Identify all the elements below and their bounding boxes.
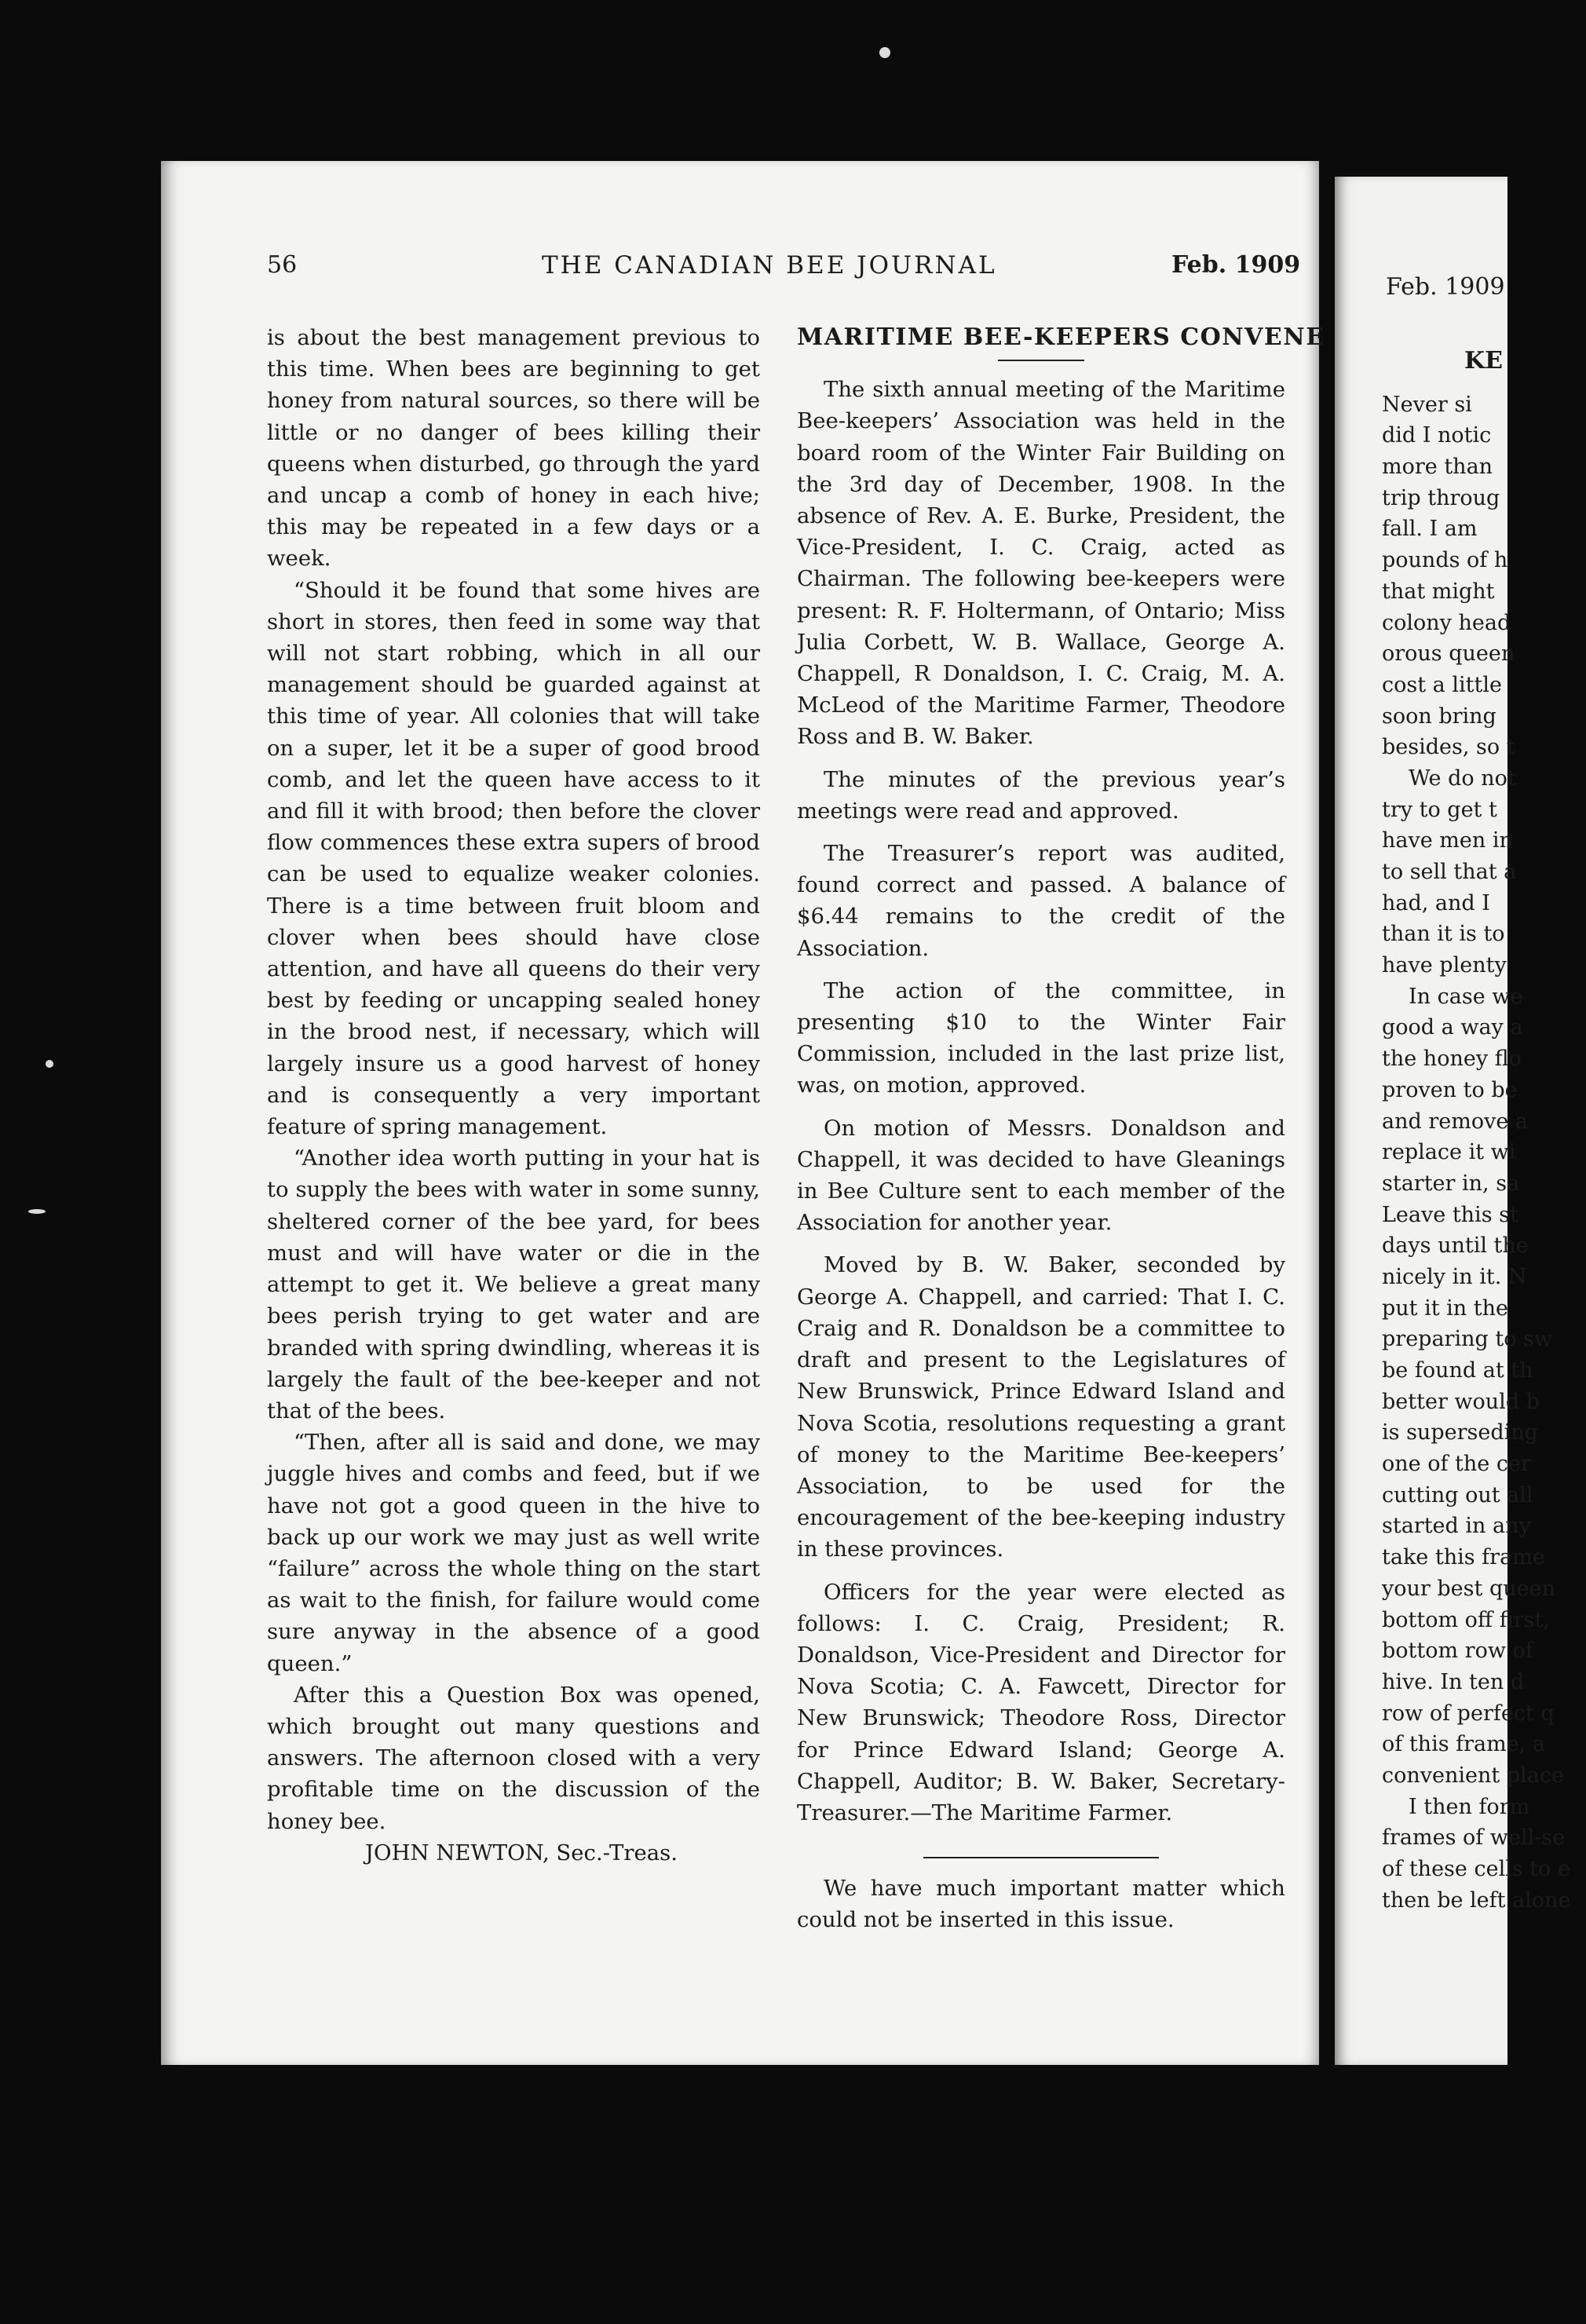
fragment-line: orous queen (1382, 641, 1515, 667)
section-rule (923, 1857, 1159, 1858)
signature: JOHN NEWTON, Sec.-Treas. (365, 1840, 678, 1865)
paragraph: The action of the committee, in presenting $10 to the Winter Fair Commission, included in the last prize list, was, on motion, approved. (797, 977, 1285, 1098)
fragment-line: try to get t (1382, 797, 1497, 822)
fragment-line: have men in (1382, 828, 1513, 853)
fragment-line: is superseding (1382, 1420, 1538, 1445)
right-page-date: Feb. 1909 (1386, 273, 1505, 301)
fragment-line: bottom off first, (1382, 1607, 1550, 1632)
fragment-line: good a way a (1382, 1015, 1523, 1040)
fragment-line: your best queen (1382, 1576, 1555, 1601)
paragraph: After this a Question Box was opened, which brought out many questions and answers. The afternoon closed with a very profitable time on the discussion of the honey bee. (267, 1682, 760, 1834)
fragment-line: take this frame (1382, 1545, 1545, 1570)
fragment-line: pounds of h (1382, 548, 1508, 573)
fragment-line: soon bring (1382, 703, 1496, 729)
fragment-line: hive. In ten d (1382, 1669, 1525, 1694)
paragraph: “Should it be found that some hives are short in stores, then feed in some way that will not start robbing, which in all our management should be guarded against at this time of year. All colonies that will take on a super, let it be a super of good brood comb, and let the queen have access to it and fill it with brood; then before the clover flow commences these extra supers of brood can be used to equalize weaker colonies. There is a time between fruit bloom and clover when bees should have close attention, and have all queens do their very best by feeding or uncapping sealed honey in the brood nest, if necessary, which will largely insure us a good harvest of honey and is consequently a very important feature of spring management. (267, 577, 760, 1140)
scan-speck (879, 47, 890, 58)
fragment-line: had, and I (1382, 890, 1490, 915)
heading-rule (998, 360, 1084, 361)
fragment-line: days until the (1382, 1233, 1529, 1259)
paragraph: The Treasurer’s report was audited, found correct and passed. A balance of $6.44 remains to the credit of the Association. (797, 841, 1285, 961)
fragment-line: We do not (1409, 766, 1516, 791)
fragment-line: the honey flo (1382, 1047, 1522, 1072)
editor-note: We have much important matter which could not be inserted in this issue. (797, 1876, 1285, 1933)
middle-column (797, 322, 1325, 1936)
fragment-line: nicely in it. N (1382, 1264, 1527, 1289)
page-number: 56 (267, 251, 298, 279)
fragment-line: did I notic (1382, 423, 1492, 448)
fragment-line: starter in, sa (1382, 1171, 1520, 1196)
paragraph: is about the best management previous to this time. When bees are beginning to get honey from natural sources, so there will be little or no danger of bees killing their queens when disturbed, go through the yard and uncap a comb of honey in each hive; this may be repeated in a few days or a week. (267, 325, 760, 572)
fragment-line: fall. I am (1382, 517, 1478, 542)
fragment-line: frames of well-se (1382, 1825, 1566, 1851)
fragment-line: be found at th (1382, 1358, 1533, 1383)
fragment-line: of these cells to e (1382, 1857, 1570, 1881)
paragraph: Officers for the year were elected as follows: I. C. Craig, President; R. Donaldson, Vice-President and Director for Nova Scotia; C. A. Fawcett, Director for New Brunswick; Theodore Ross, Director for Prince Edward Island; George A. Chappell, Auditor; B. W. Baker, Secretary-Treasurer.—The Maritime Farmer. (797, 1579, 1285, 1825)
fragment-line: put it in the (1382, 1295, 1508, 1321)
fragment-line: Never si (1382, 392, 1472, 417)
fragment-line: I then form (1409, 1794, 1530, 1819)
fragment-line: to sell that a (1382, 860, 1517, 884)
fragment-line: that might (1382, 579, 1495, 604)
left-column (267, 322, 760, 1869)
fragment-line: cost a little (1382, 672, 1502, 697)
fragment-line: cutting out all (1382, 1482, 1533, 1507)
issue-date: Feb. 1909 (1171, 251, 1301, 279)
fragment-line: of this frame, a (1382, 1732, 1545, 1757)
paragraph: The minutes of the previous year’s meetings were read and approved. (797, 766, 1285, 824)
scan-speck (28, 1209, 46, 1214)
fragment-line: row of perfect q (1382, 1701, 1555, 1726)
fragment-line: besides, so t (1382, 735, 1515, 760)
fragment-line: better would b (1382, 1389, 1540, 1414)
fragment-line: In case we (1409, 984, 1523, 1009)
fragment-line: convenient place (1382, 1763, 1564, 1788)
paragraph: The sixth annual meeting of the Maritime Bee-keepers’ Association was held in the board room of the Winter Fair Building on the 3rd day of December, 1908. In the absence of Rev. A. E. Burke, President, the Vice-President, I. C. Craig, acted as Chairman. The following bee-keepers were present: R. F. Holtermann, of Ontario; Miss Julia Corbett, W. B. Wallace, George A. Chappell, R Donaldson, I. C. Craig, M. A. McLeod of the Maritime Farmer, Theodore Ross and B. W. Baker. (797, 377, 1285, 750)
fragment-line: Leave this st (1382, 1202, 1518, 1227)
paragraph: Moved by B. W. Baker, seconded by George A. Chappell, and carried: That I. C. Craig and R. Donaldson be a committee to draft and present to the Legislatures of New Brunswick, Prince Edward Island and Nova Scotia, resolutions requesting a grant of money to the Maritime Bee-keepers’ Association, to be used for the encouragement of the bee-keeping industry in these provinces. (797, 1252, 1285, 1562)
fragment-line: and remove a (1382, 1109, 1529, 1134)
fragment-line: one of the cer (1382, 1452, 1531, 1477)
fragment-line: replace it wi (1382, 1140, 1516, 1165)
fragment-line: proven to be (1382, 1077, 1518, 1102)
scan-speck (46, 1060, 53, 1068)
fragment-line: trip throug (1382, 485, 1500, 510)
fragment-line: preparing to sw (1382, 1327, 1553, 1352)
right-page-heading: KE (1464, 347, 1503, 375)
fragment-line: bottom row of (1382, 1639, 1533, 1664)
journal-title: THE CANADIAN BEE JOURNAL (542, 251, 997, 280)
paragraph: On motion of Messrs. Donaldson and Chappell, it was decided to have Gleanings in Bee Culture sent to each member of the Association for another year. (797, 1115, 1285, 1236)
fragment-line: colony head (1382, 610, 1511, 635)
fragment-line: then be left alone (1382, 1887, 1571, 1913)
fragment-line: more than (1382, 455, 1493, 480)
fragment-line: have plenty (1382, 953, 1507, 978)
right-page-column (1382, 345, 1586, 1916)
fragment-line: started in any (1382, 1514, 1531, 1539)
paragraph: “Then, after all is said and done, we may juggle hives and combs and feed, but if we have not got a good queen in the hive to back up our work we may just as well write “failure” across the whole thing on the start as wait to the finish, for failure would come sure anyway in the absence of a good queen.” (267, 1430, 760, 1676)
paragraph: “Another idea worth putting in your hat is to supply the bees with water in some sunny, sheltered corner of the bee yard, for bees must and will have water or die in the attempt to get it. We believe a great many bees perish trying to get water and are branded with spring dwindling, whereas it is largely the fault of the bee-keeper and not that of the bees. (267, 1146, 760, 1423)
article-heading: MARITIME BEE-KEEPERS CONVENE (797, 323, 1325, 351)
fragment-line: than it is to (1382, 922, 1505, 947)
